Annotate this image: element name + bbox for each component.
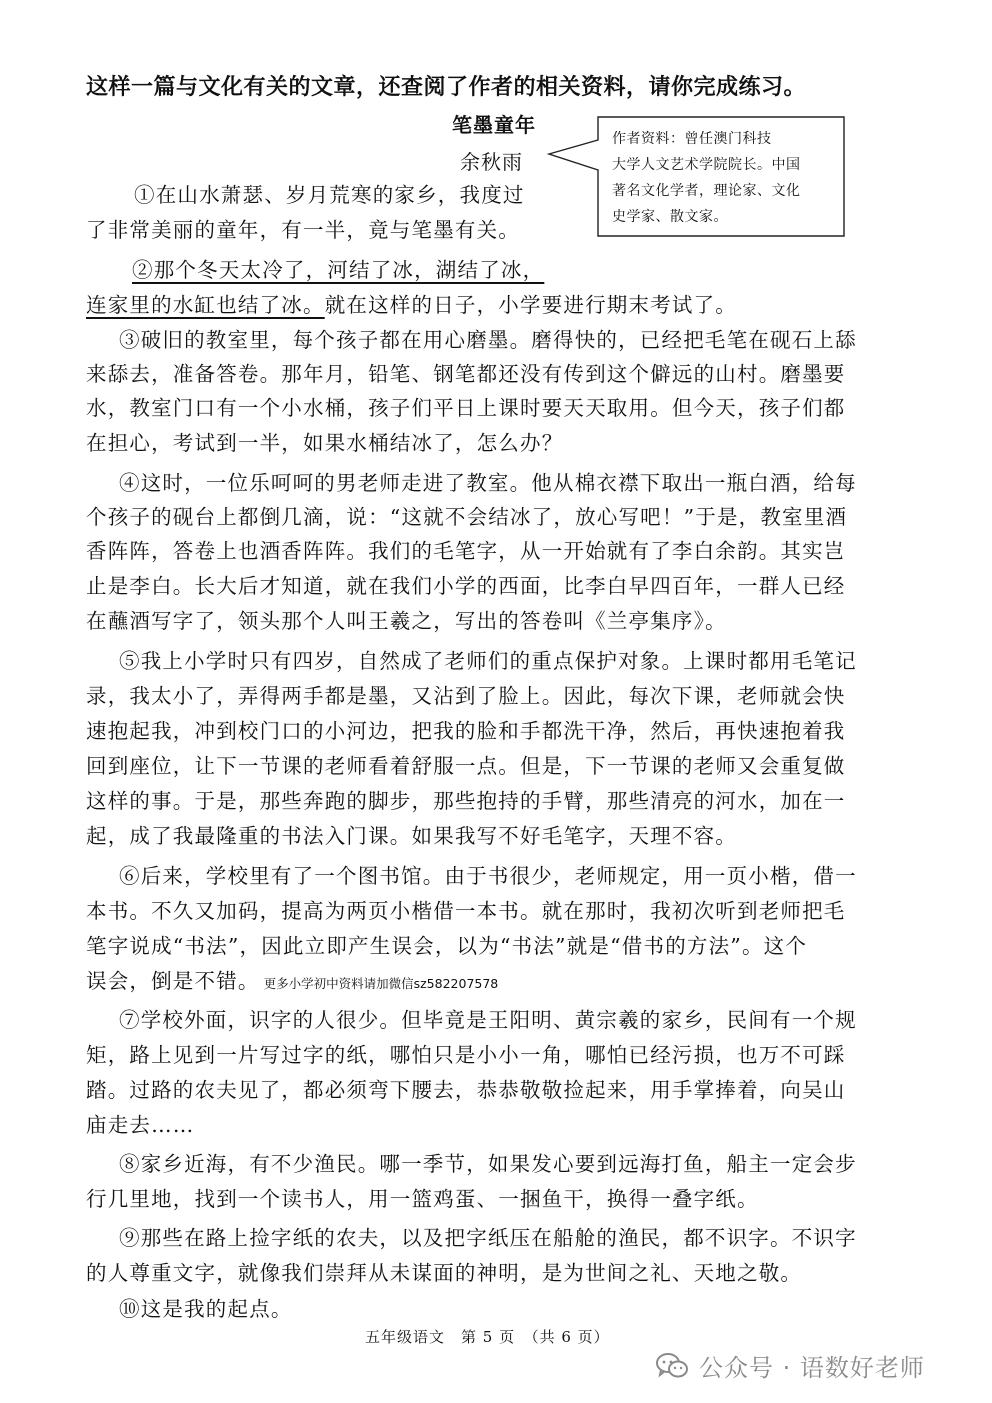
paragraph-line: 的人尊重文字，就像我们崇拜从未谋面的神明，是为世间之礼、天地之敬。 <box>86 1261 803 1285</box>
paragraph-line: ⑥后来，学校里有了一个图书馆。由于书很少，老师规定，用一页小楷，借一 <box>119 864 857 888</box>
paragraph-line: ①在山水萧瑟、岁月荒寒的家乡，我度过 <box>134 183 525 207</box>
paragraph-line: ⑨那些在路上捡字纸的农夫，以及把字纸压在船舱的渔民，都不识字。不识字 <box>119 1226 857 1250</box>
author-note-line: 著名文化学者，理论家、文化 <box>612 183 801 199</box>
author-note-line: 作者资料：曾任澳门科技 <box>612 131 772 147</box>
author-note <box>612 126 834 230</box>
underlined-sentence: ②那个冬天太冷了，河结了冰，湖结了冰， <box>132 258 545 282</box>
author-note-line: 史学家、散文家。 <box>612 209 728 225</box>
paragraph-line: 止是李白。长大后才知道，就在我们小学的西面，比李白早四百年，一群人已经 <box>86 574 846 598</box>
paragraph-line: 庙走去…… <box>86 1113 195 1137</box>
author-note-line: 大学人文艺术学院院长。中国 <box>612 157 801 173</box>
paragraph-line: 起，成了我最隆重的书法入门课。如果我写不好毛笔字，天理不容。 <box>86 824 737 848</box>
page-footer: 五年级语文 第 5 页 （共 6 页） <box>365 1328 610 1346</box>
paragraph-line: 香阵阵，答卷上也酒香阵阵。我们的毛笔字，从一开始就有了李白余韵。其实岂 <box>86 539 846 563</box>
paragraph-text: 误会，倒是不错。 <box>86 969 260 993</box>
wechat-icon <box>655 1352 689 1380</box>
paragraph-line: 在担心，考试到一半，如果水桶结冰了，怎么办？ <box>86 431 564 455</box>
account-badge <box>655 1348 925 1383</box>
paragraph-line: 回到座位，让下一节课的老师看着舒服一点。但是，下一节课的老师又会重复做 <box>86 754 846 778</box>
paragraph-line: 笔字说成“书法”，因此立即产生误会，以为“书法”就是“借书的方法”。这个 <box>86 934 808 958</box>
underlined-sentence: 连家里的水缸也结了冰。 <box>86 293 325 317</box>
watermark-text: 更多小学初中资料请加微信sz582207578 <box>263 976 499 991</box>
paragraph-line: ⑧家乡近海，有不少渔民。哪一季节，如果发心要到远海打鱼，船主一定会步 <box>119 1152 857 1176</box>
paragraph-line <box>86 964 498 994</box>
paragraph-line: 录，我太小了，弄得两手都是墨，又沾到了脸上。因此，每次下课，老师就会快 <box>86 684 846 708</box>
paragraph-line: 来舔去，准备答卷。那年月，铅笔、钢笔都还没有传到这个僻远的山村。磨墨要 <box>86 362 846 386</box>
paragraph-line: 本书。不久又加码，提高为两页小楷借一本书。就在那时，我初次听到老师把毛 <box>86 899 846 923</box>
paragraph-line: ⑤我上小学时只有四岁，自然成了老师们的重点保护对象。上课时都用毛笔记 <box>119 649 857 673</box>
paragraph-line: 了非常美丽的童年，有一半，竟与笔墨有关。 <box>86 218 520 242</box>
paragraph-line: ⑩这是我的起点。 <box>119 1297 293 1321</box>
paragraph-line: ④这时，一位乐呵呵的男老师走进了教室。他从棉衣襟下取出一瓶白酒，给每 <box>119 471 857 495</box>
article-title: 笔墨童年 <box>452 113 536 137</box>
paragraph-line: 这样的事。于是，那些奔跑的脚步，那些抱持的手臂，那些清亮的河水，加在一 <box>86 789 846 813</box>
paragraph-line: 个孩子的砚台上都倒几滴，说：“这就不会结冰了，放心写吧！”于是，教室里酒 <box>86 505 848 529</box>
paragraph-line: ③破旧的教室里，每个孩子都在用心磨墨。磨得快的，已经把毛笔在砚石上舔 <box>119 328 857 352</box>
paragraph-line: 速抱起我，冲到校门口的小河边，把我的脸和手都洗干净，然后，再快速抱着我 <box>86 719 846 743</box>
paragraph-line: 矩，路上见到一片写过字的纸，哪怕只是小小一角，哪怕已经污损，也万不可踩 <box>86 1043 846 1067</box>
paragraph-line <box>86 288 737 318</box>
paragraph-line: 行几里地，找到一个读书人，用一篮鸡蛋、一捆鱼干，换得一叠字纸。 <box>86 1187 759 1211</box>
exercise-intro: 这样一篇与文化有关的文章，还查阅了作者的相关资料，请你完成练习。 <box>86 75 807 100</box>
account-name: 公众号 · 语数好老师 <box>699 1354 925 1382</box>
paragraph-text: 就在这样的日子，小学要进行期末考试了。 <box>324 293 738 317</box>
paragraph-line: 水，教室门口有一个小水桶，孩子们平日上课时要天天取用。但今天，孩子们都 <box>86 396 846 420</box>
paragraph-line: ⑦学校外面，识字的人很少。但毕竟是王阳明、黄宗羲的家乡，民间有一个规 <box>119 1008 857 1032</box>
paragraph-line: 踏。过路的农夫见了，都必须弯下腰去，恭恭敬敬捡起来，用手掌捧着，向吴山 <box>86 1078 846 1102</box>
paragraph-line: 在蘸酒写字了，领头那个人叫王羲之，写出的答卷叫《兰亭集序》。 <box>86 609 727 633</box>
article-author: 余秋雨 <box>460 150 523 174</box>
